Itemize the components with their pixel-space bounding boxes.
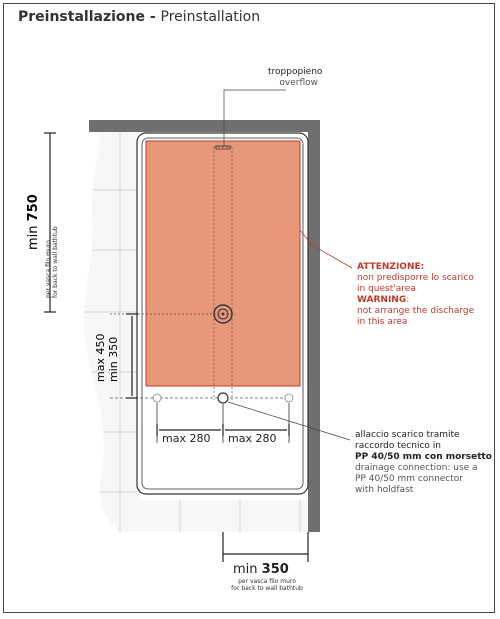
min750-note-en: for back to wall bathtub [52, 226, 59, 298]
min350-bottom-label [233, 563, 289, 577]
dimension-min350-bottom [223, 532, 308, 562]
warning-it-line2: in quest'area [357, 284, 416, 294]
overflow-label-en: overflow [279, 78, 318, 88]
no-drain-zone [146, 141, 300, 386]
max280-right-label: max 280 [228, 432, 277, 445]
min750-note [45, 188, 59, 298]
warning-it-title: ATTENZIONE: [357, 262, 425, 272]
wall-right [308, 120, 320, 532]
warning-en-colon: : [406, 295, 410, 305]
min750-label [27, 194, 41, 250]
max450-vertical-label: max 450 [94, 333, 107, 382]
title-italian: Preinstallazione - [18, 9, 161, 25]
warning-en-line1: not arrange the discharge [357, 306, 475, 316]
title-english: Preinstallation [160, 9, 261, 25]
warning-block [357, 262, 474, 328]
max280-left-label: max 280 [162, 432, 211, 445]
drainage-en-line1: drainage connection: use a [355, 463, 478, 473]
connection-center-icon [218, 393, 228, 403]
drainage-it-line2: raccordo tecnico in [355, 441, 441, 451]
min750-prefix: min [26, 221, 41, 250]
min350-bottom-note-it: per vasca filo muro [238, 578, 296, 585]
min350-vertical-label: min 350 [107, 336, 120, 382]
drainage-en-line3: with holdfast [355, 485, 414, 495]
drainage-en-line2: PP 40/50 mm connector [355, 474, 463, 484]
holdfast-right-icon [285, 394, 293, 402]
min350-bottom-prefix: min [233, 562, 262, 577]
overflow-label [268, 67, 323, 89]
warning-it-line1: non predisporre lo scarico [357, 273, 474, 283]
warning-en-title: WARNING [357, 295, 407, 305]
min350-bottom-note-en: for back to wall bathtub [231, 585, 303, 592]
holdfast-left-icon [153, 394, 161, 402]
warning-en-line2: in this area [357, 317, 408, 327]
min750-note-it: per vasca filo muro [45, 240, 52, 298]
wall-top [89, 120, 320, 132]
min350-bottom-note [225, 578, 309, 592]
drainage-it-line1: allaccio scarico tramite [355, 430, 460, 440]
min750-value: 750 [26, 194, 41, 222]
min350-bottom-value: 350 [261, 562, 289, 577]
drainage-block [355, 430, 492, 496]
overflow-label-it: troppopieno [268, 67, 323, 77]
drainage-it-line3: PP 40/50 mm con morsetto [355, 452, 492, 462]
